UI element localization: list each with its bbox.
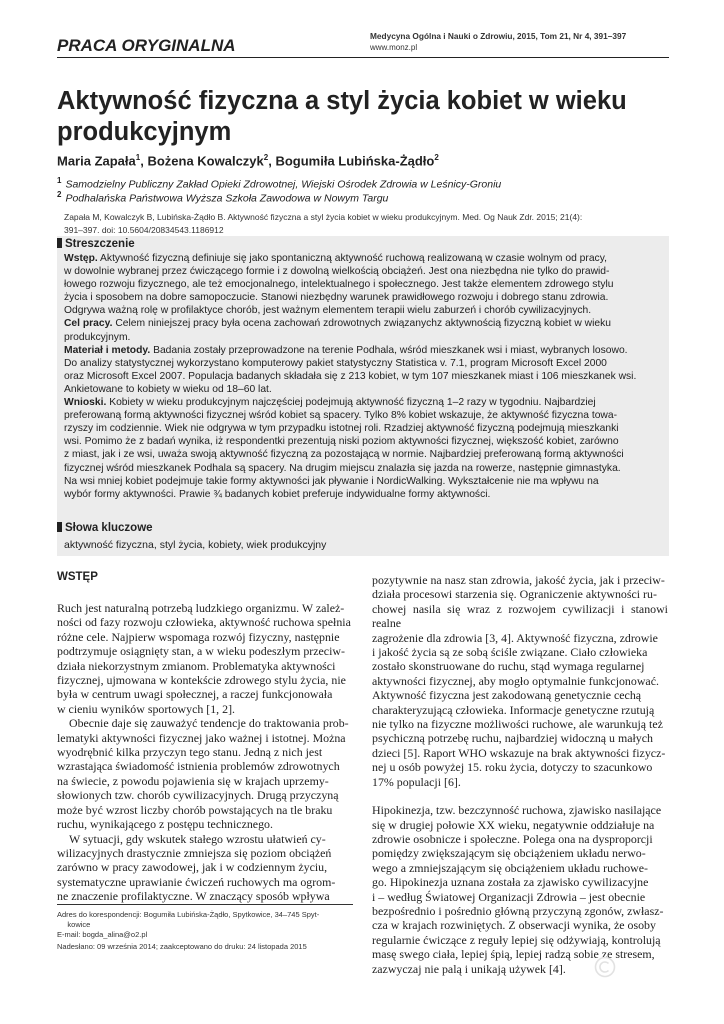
body-line: zostało skonstruowane do ruchu, stąd wymaga regularnej xyxy=(372,659,645,674)
body-line: Hipokinezja, tzw. bezczynność ruchowa, zjawisko nasilające xyxy=(372,803,662,818)
body-line: zdrowie osobnicze i społeczne. Polega ona na dysproporcji xyxy=(372,831,653,846)
body-line: psychiczną potrzebę ruchu, najbardziej widoczną u małych xyxy=(372,731,653,746)
body-line: lematyki aktywności fizycznej jako ważnej i istotnej. Można xyxy=(57,730,346,745)
affiliation-text: Samodzielny Publiczny Zakład Opieki Zdrowotnej, Wiejski Ośrodek Zdrowia w Leśnicy-Groniu xyxy=(65,178,502,191)
body-line: 17% populacji [6]. xyxy=(372,774,461,789)
body-line: charakteryzującą człowieka. Informacje genetyczne rzutują xyxy=(372,702,655,717)
abstract-line: oraz Microsoft Excel 2007. Populacja badanych składała się z 213 kobiet, w tym 107 mieszkanek miast i 106 mieszkanek wsi. xyxy=(64,370,637,382)
author-name: Bożena Kowalczyk xyxy=(147,153,264,169)
heading-marker xyxy=(57,238,62,248)
correspondence-email[interactable]: E-mail: bogda_alina@o2.pl xyxy=(57,930,148,939)
correspondence-address: Adres do korespondencji: Bogumiła Lubińska-Żądło, Spytkowice, 34–745 Spyt- kowice xyxy=(57,910,320,929)
body-line: zazwyczaj nie palą i unikają używek [4]. xyxy=(372,961,566,976)
submission-dates: Nadesłano: 09 września 2014; zaakceptowano do druku: 24 listopada 2015 xyxy=(57,942,307,951)
body-line: się w drugiej połowie XX wieku, negatywnie oddziałuje na xyxy=(372,817,655,832)
abstract-section-label: Cel pracy. xyxy=(64,318,113,330)
left-column xyxy=(57,601,353,904)
body-line: go. Hipokinezja uznana została za zjawisko cywilizacyjne xyxy=(372,875,649,890)
article-title xyxy=(57,86,669,148)
body-line: ne znaczenie profilaktyczne. W znaczący sposób wpływa xyxy=(57,889,330,904)
body-line: nie tylko na fizyczne możliwości ruchowe, ale warunkują też xyxy=(372,717,663,732)
affiliation-2 xyxy=(57,190,388,205)
abstract-section xyxy=(64,396,668,501)
body-paragraph xyxy=(372,573,668,789)
body-paragraph xyxy=(57,601,353,716)
body-line: działa niekorzystnym zmianom. Problematyka aktywności xyxy=(57,658,336,673)
abstract-heading xyxy=(57,238,135,250)
body-line: cza w krajach rozwiniętych. Z obserwacji wynika, że osoby xyxy=(372,918,656,933)
body-line: bezpośrednio i pośrednio główną przyczyną zgonów, zwłasz- xyxy=(372,903,664,918)
keywords-heading xyxy=(57,522,153,534)
author-list: Maria Zapała$^1$, Bożena Kowalczyk$^2$, Bogumiła Lubińska-Żądło$^2$ xyxy=(57,153,439,169)
body-paragraph xyxy=(372,803,668,976)
body-line: Obecnie daje się zauważyć tendencje do traktowania prob- xyxy=(69,716,349,731)
abstract-line: Do analizy statystycznej wykorzystano komputerowy pakiet statystyczny Statistica v. 7.1, program Microsoft Excel 2000 xyxy=(64,357,607,369)
abstract-line: z miast, jak i ze wsi, uważa swoją aktywność fizyczną za pozostającą w normie. Najbardziej preferowaną formą aktywności xyxy=(64,449,624,461)
body-line: dzieci [5]. Raport WHO wskazuje na brak aktywności fizycz- xyxy=(372,745,666,760)
heading-marker xyxy=(57,522,62,532)
body-line: masę swego ciała, lepiej śpią, lepiej radzą sobie ze stresem, xyxy=(372,947,655,962)
body-line: zarówno w pracy zawodowej, jak i w codziennym życiu, xyxy=(57,860,328,875)
author-affiliation-mark: 1 xyxy=(135,153,141,162)
body-line: ruchu, wynikającego z postępu technicznego. xyxy=(57,817,273,832)
correspondence xyxy=(57,910,353,940)
body-line: wyodrębnić kilka przyczyn tego stanu. Jedną z nich jest xyxy=(57,745,323,760)
abstract-section-label: Materiał i metody. xyxy=(64,344,151,356)
abstract-line: rzyszy im codziennie. Wiek nie odgrywa w tym przypadku istotnej roli. Rzadziej aktywność fizyczną podejmują mieszkanki xyxy=(64,423,619,435)
body-line: ności od fazy rozwoju człowieka, aktywność ruchowa spełnia xyxy=(57,615,351,630)
abstract-line: wsi. Pomimo że z badań wynika, iż respondentki prezentują niski poziom aktywności fizycznej, większość kobiet, zarówno xyxy=(64,436,619,448)
body-line: i – według Światowej Organizacji Zdrowia – jest obecnie xyxy=(372,889,646,904)
abstract-section xyxy=(64,252,668,317)
abstract-line: Aktywność fizyczną definiuje się jako spontaniczną aktywność ruchową realizowaną w czasie wolnym od pracy, xyxy=(97,253,607,264)
copyright-logo-icon xyxy=(594,956,616,978)
abstract-line: Na wsi mniej kobiet podejmuje takie formy aktywności jak pływanie i NordicWalking. Wykształcenie nie ma wpływu na xyxy=(64,475,599,487)
body-line: Aktywność fizyczna jest zakodowaną genetycznie cechą xyxy=(372,688,642,703)
body-line: i jakość życia są ze sobą ściśle związane. Ciało człowieka xyxy=(372,645,648,660)
right-column xyxy=(372,573,668,976)
body-line: była w centrum uwagi społecznej, a raczej funkcjonowała xyxy=(57,687,333,702)
body-line: działa procesowi starzenia się. Ograniczenie aktywności ru- xyxy=(372,587,657,602)
abstract-section-label: Wstęp. xyxy=(64,253,98,264)
abstract-section-label: Wnioski. xyxy=(64,397,107,409)
body-line: nej u osób powyżej 15. roku życia, dotyczy to szacunkowo xyxy=(372,760,653,775)
abstract-line: łowego rozwoju fizycznego, ale też emocjonalnego, intelektualnego i społecznego. Jest także elementem zdrowego stylu xyxy=(64,279,614,291)
abstract-text xyxy=(64,252,668,501)
body-paragraph xyxy=(57,716,353,831)
body-line: pozytywnie na nasz stan zdrowia, jakość życia, jak i przeciw- xyxy=(372,573,665,587)
citation-line-2: 391–397. doi: 10.5604/20834543.1186912 xyxy=(64,225,224,235)
title-line-2: produkcyjnym xyxy=(57,118,232,146)
body-line: wego a zmniejszającym się obciążeniem układu ruchowe- xyxy=(372,860,649,875)
body-line: słowionych tzw. chorób cywilizacyjnych. Drugą przyczyną xyxy=(57,788,339,803)
abstract-heading-text: Streszczenie xyxy=(65,238,135,250)
affiliation-text: Podhalańska Państwowa Wyższa Szkoła Zawodowa w Nowym Targu xyxy=(65,192,389,205)
journal-url[interactable]: www.monz.pl xyxy=(370,43,418,52)
author-affiliation-mark: 2 xyxy=(434,153,439,162)
footnote-rule xyxy=(57,904,353,905)
keywords-heading-text: Słowa kluczowe xyxy=(65,522,153,534)
affiliation-1 xyxy=(57,176,501,191)
section-label: PRACA ORYGINALNA xyxy=(57,36,236,55)
body-line: może być wzrost liczby chorób powstających na tle braku xyxy=(57,802,333,817)
abstract-section xyxy=(64,344,668,396)
body-line: fizycznej, ujmowana w kontekście zdrowego stylu życia, nie xyxy=(57,673,346,688)
body-line: Ruch jest naturalną potrzebą ludzkiego organizmu. W zależ- xyxy=(57,601,345,615)
body-line: wzrastająca świadomość istnienia problemów zdrowotnych xyxy=(57,759,340,774)
abstract-line: w dowolnie wybranej przez ćwiczącego formie i z dowolną wielkością obciążeń. Jest ona niezbędna nie tylko do prawid- xyxy=(64,266,610,278)
abstract-line: preferowaną formą aktywności fizycznej wśród kobiet są spacery. Tylko 8% kobiet wskazuje, że aktywność fizyczna towa- xyxy=(64,410,618,422)
abstract-line: fizycznej wśród mieszkanek Podhala są spacery. Na drugim miejscu znalazła się jazda na rowerze, następnie gimnastyka. xyxy=(64,462,621,474)
body-line: chowej nasila się wraz z rozwojem cywilizacji i stanowi realne xyxy=(372,601,668,631)
citation-line-1: Zapała M, Kowalczyk B, Lubińska-Żądło B. Aktywność fizyczna a styl życia kobiet w wieku produkcyjnym. Med. Og Nauk Zdr. 2015; 21(4): xyxy=(64,212,583,222)
author-affiliation-mark: 2 xyxy=(263,153,269,162)
body-line: pomiędzy zwiększającym się obciążeniem układu nerwo- xyxy=(372,846,646,861)
body-line: regularnie ćwiczące z reguły lepiej się odżywiają, kontrolują xyxy=(372,932,661,947)
abstract-line: Kobiety w wieku produkcyjnym najczęściej podejmują aktywność fizyczną 1–2 razy w tygodniu. Najbardziej xyxy=(106,397,596,409)
citation xyxy=(64,211,664,237)
abstract-line: Badania zostały przeprowadzone na terenie Podhala, wśród mieszkanek wsi i miast, wybranych losowo. xyxy=(150,344,628,356)
affiliation-number: 1 xyxy=(57,176,62,185)
body-line: W sytuacji, gdy wskutek stałego wzrostu ułatwień cy- xyxy=(69,831,326,846)
body-line: w cieniu wyników sportowych [1, 2]. xyxy=(57,701,235,716)
affiliation-number: 2 xyxy=(57,190,62,199)
body-paragraph xyxy=(57,832,353,904)
body-line: aktywności fizycznej, aby mogło optymalnie funkcjonować. xyxy=(372,673,659,688)
abstract-line: wybór formy aktywności. Prawie ¾ badanych kobiet preferuje indywidualne formy aktywności. xyxy=(64,488,491,500)
keywords-text: aktywność fizyczna, styl życia, kobiety, wiek produkcyjny xyxy=(64,539,327,551)
body-line: różne cele. Najpierw wspomaga rozwój fizyczny, następnie xyxy=(57,629,340,644)
abstract-section xyxy=(64,317,668,343)
body-line: podtrzymuje osiągnięty stan, a w wieku podeszłym przeciw- xyxy=(57,644,345,659)
journal-reference: Medycyna Ogólna i Nauki o Zdrowiu, 2015, Tom 21, Nr 4, 391–397 xyxy=(370,31,627,41)
abstract-line: życia i sposobem na dobre samopoczucie. Stanowi niezbędny warunek prawidłowego rozwoju i dobrego stanu zdrowia. xyxy=(64,292,609,304)
body-line: systematyczne uprawianie ćwiczeń ruchowych ma ogrom- xyxy=(57,874,336,889)
header-rule xyxy=(57,57,669,58)
body-line: zagrożenie dla zdrowia [3, 4]. Aktywność fizyczna, zdrowie xyxy=(372,630,658,645)
abstract-line: Ankietowane to kobiety w wieku od 18–60 lat. xyxy=(64,383,272,395)
abstract-line: Celem niniejszej pracy była ocena zachowań zdrowotnych związanychz aktywnością fizyczną kobiet w wieku xyxy=(112,318,611,330)
intro-heading: WSTĘP xyxy=(57,571,98,583)
author-name: Bogumiła Lubińska-Żądło xyxy=(275,153,435,169)
body-line: wilizacyjnych drastycznie zmniejsza się poziom obciążeń xyxy=(57,845,332,860)
abstract-line: Odgrywa ważną rolę w profilaktyce chorób, jest ważnym elementem terapii wielu zaburzeń i chorób cywilizacyjnych. xyxy=(64,305,592,317)
body-line: na świecie, z powodu pojawienia się w krajach uprzemy- xyxy=(57,773,329,788)
title-line-1: Aktywność fizyczna a styl życia kobiet w wieku xyxy=(57,87,627,115)
abstract-line: produkcyjnym. xyxy=(64,331,131,343)
author-name: Maria Zapała xyxy=(57,153,136,169)
